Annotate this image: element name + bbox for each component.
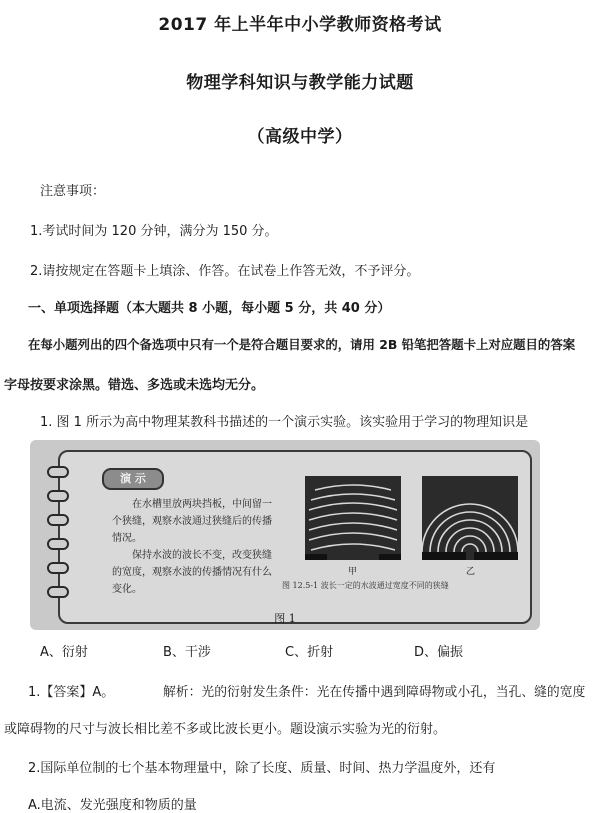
demo-text-line: 变化。 [112, 584, 142, 595]
note-item: 1.考试时间为 120 分钟，满分为 150 分。 [30, 224, 278, 239]
note-item: 2.请按规定在答题卡上填涂、作答。在试卷上作答无效，不予评分。 [30, 264, 420, 279]
wave-photo-wide-slit [305, 476, 401, 560]
wave-photo-narrow-slit [422, 476, 518, 560]
section-instruction: 在每小题列出的四个备选项中只有一个是符合题目要求的，请用 2B 铅笔把答题卡上对应题目的答案 [28, 337, 576, 352]
question-1-stem: 1. 图 1 所示为高中物理某教科书描述的一个演示实验。该实验用于学习的物理知识是 [40, 415, 529, 430]
textbook-page [58, 450, 532, 624]
option-a: A、衍射 [40, 645, 88, 660]
demo-text-line: 的宽度，观察水波的传播情况有什么 [112, 567, 272, 578]
figure-caption: 图 12.5-1 波长一定的水波通过宽度不同的狭缝 [282, 581, 449, 590]
question-2-stem: 2.国际单位制的七个基本物理量中，除了长度、质量、时间、热力学温度外，还有 [28, 761, 496, 776]
demo-text-line: 在水槽里放两块挡板，中间留一 [132, 499, 272, 510]
figure-1 [30, 440, 540, 630]
exam-level: （高级中学） [247, 127, 353, 147]
answer-tag: 1.【答案】A。 [28, 685, 115, 700]
option-c: C、折射 [285, 645, 334, 660]
option-b: B、干涉 [163, 645, 211, 660]
exam-subtitle: 物理学科知识与教学能力试题 [186, 73, 414, 93]
section-heading: 一、单项选择题（本大题共 8 小题，每小题 5 分，共 40 分） [28, 301, 391, 316]
demo-tag: 演 示 [102, 468, 164, 490]
analysis-text: 解析：光的衍射发生条件：光在传播中遇到障碍物或小孔，当孔、缝的宽度 [163, 685, 586, 700]
binder-ring [47, 466, 69, 478]
exam-title: 2017 年上半年中小学教师资格考试 [158, 15, 442, 35]
demo-text [112, 496, 292, 598]
question-2-option-a: A.电流、发光强度和物质的量 [28, 798, 197, 813]
demo-text-line: 个狭缝，观察水波通过狭缝后的传播 [112, 516, 272, 527]
section-instruction: 字母按要求涂黑。错选、多选或未选均无分。 [4, 378, 265, 393]
binder-ring [47, 562, 69, 574]
analysis-text: 或障碍物的尺寸与波长相比差不多或比波长更小。题设演示实验为光的衍射。 [4, 722, 447, 737]
demo-text-line: 保持水波的波长不变，改变狭缝 [132, 550, 272, 561]
photo-label-b: 乙 [466, 567, 476, 577]
binder-ring [47, 490, 69, 502]
photo-label-a: 甲 [348, 567, 358, 577]
notes-heading: 注意事项： [40, 184, 106, 199]
binder-ring [47, 514, 69, 526]
binder-ring [47, 586, 69, 598]
figure-label: 图 1 [274, 612, 296, 625]
binder-ring [47, 538, 69, 550]
demo-text-line: 情况。 [112, 533, 142, 544]
option-d: D、偏振 [414, 645, 464, 660]
